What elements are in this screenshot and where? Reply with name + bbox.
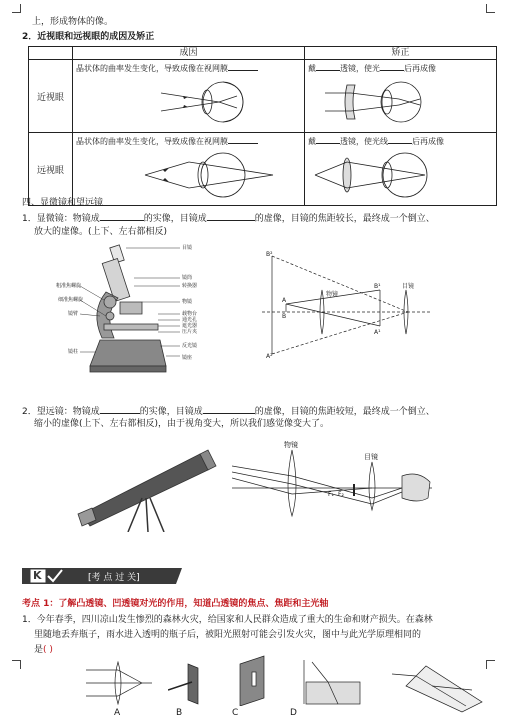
table-header-empty [29, 47, 73, 60]
option-periscope-figure [392, 656, 488, 714]
label-fine-knob: 细准焦螺旋 [58, 297, 84, 303]
telescope-label-F2: F₂ [338, 491, 344, 498]
corner-mark-top-left [12, 4, 21, 13]
option-d-figure [298, 660, 362, 706]
ray-label-B: B [282, 313, 287, 320]
label-pillar: 镜柱 [68, 349, 79, 355]
corner-mark-bottom-left [12, 660, 21, 669]
myopia-cause-text: 晶状体的曲率发生变化，导致成像在视网膜 [76, 64, 228, 73]
microscope-line2: 放大的虚像。(上下、左右都相反) [34, 227, 168, 237]
label-objective: 物镜 [182, 299, 193, 305]
telescope-label-objective: 物镜 [284, 441, 298, 449]
ray-label-A: A [282, 297, 287, 304]
row-label-myopia: 近视眼 [29, 60, 73, 133]
label-converter: 转换器 [182, 283, 198, 289]
label-base: 镜座 [182, 355, 193, 361]
label-arm: 镜臂 [68, 311, 79, 317]
row-label-hyperopia: 远视眼 [29, 133, 73, 206]
microscope-line1: 1．显微镜：物镜成 的实像，目镜成 的虚像，目镜的焦距较长，最终成一个倒立、 [22, 211, 435, 225]
table-header-cause: 成因 [73, 47, 305, 60]
corner-mark-bottom-right [486, 660, 495, 669]
myopia-hyperopia-table [28, 46, 497, 206]
ray-label-A2: A² [266, 353, 273, 360]
myopia-fix-cell: 戴 透镜，使光 后再成像 [305, 60, 497, 133]
hyperopia-eye-diagram [73, 148, 303, 202]
ray-label-B2: B² [266, 251, 273, 258]
myopia-correction-diagram [305, 75, 495, 129]
hyperopia-cause-text: 晶状体的曲率发生变化，导致成像在视网膜 [76, 137, 228, 146]
question1-line2: 里随地丢弃瓶子，雨水进入透明的瓶子后，被阳光照射可能会引发火灾，图中与此光学原理相同的 [34, 630, 422, 640]
label-diaphragm: 遮光器 [182, 323, 198, 329]
answer-parenthesis: ( ) [43, 645, 53, 655]
label-eyepiece: 目镜 [182, 245, 193, 251]
label-clip: 压片夹 [182, 329, 198, 335]
table-header-fix: 矫正 [305, 47, 497, 60]
kaodian-letter: K [33, 569, 42, 582]
telescope-label-eyepiece: 目镜 [364, 453, 378, 461]
intro-line: 上，形成物体的像。 [32, 17, 114, 27]
telescope-ray-diagram [232, 438, 432, 518]
section2-title: 2．近视眼和远视眼的成因及矫正 [22, 32, 155, 42]
option-label-b: B [176, 708, 183, 718]
label-coarse-knob: 粗准焦螺旋 [56, 283, 82, 289]
hyperopia-fix-cell: 戴 透镜，使光线 后再成像 [305, 133, 497, 206]
hyperopia-correction-diagram [305, 148, 495, 202]
question1-line3: 是( ) [34, 645, 53, 655]
option-label-a: A [114, 708, 121, 718]
option-c-figure [230, 654, 274, 706]
section4-title: 四、显微镜和望远镜 [22, 198, 104, 208]
telescope-illustration [76, 448, 226, 532]
hyperopia-cause-cell [73, 133, 305, 206]
corner-mark-top-right [486, 4, 495, 13]
option-a-figure [86, 660, 152, 706]
option-label-c: C [232, 708, 239, 718]
telescope-line1: 2．望远镜：物镜成 的实像，目镜成 的虚像，目镜的焦距较短，最终成一个倒立、 [22, 404, 435, 418]
ray-label-B1: B¹ [374, 283, 381, 290]
kaodian-label: [考 点 过 关] [88, 573, 140, 583]
ray-label-objective: 物镜 [326, 291, 339, 298]
telescope-label-F1: F₁ [328, 491, 334, 498]
myopia-cause-cell [73, 60, 305, 133]
option-b-figure [168, 660, 212, 706]
question1-line1: 1．今年春季，四川凉山发生惨烈的森林火灾，给国家和人民群众造成了重大的生命和财产损失。在森林 [22, 615, 433, 625]
label-stage: 载物台 [182, 311, 198, 317]
kaodian1-title: 考点 1：了解凸透镜、凹透镜对光的作用，知道凸透镜的焦点、焦距和主光轴 [22, 599, 329, 609]
label-mirror: 反光镜 [182, 343, 198, 349]
ray-label-A1: A¹ [374, 329, 381, 336]
label-aperture: 通光孔 [182, 317, 198, 323]
ray-label-eyepiece: 目镜 [402, 283, 415, 290]
myopia-eye-diagram [73, 75, 303, 129]
label-tube: 镜筒 [182, 275, 193, 281]
microscope-ray-diagram [262, 250, 432, 360]
telescope-line2: 缩小的虚像(上下、左右都相反)，由于视角变大，所以我们感觉像变大了。 [34, 419, 330, 429]
option-label-d: D [290, 708, 297, 718]
